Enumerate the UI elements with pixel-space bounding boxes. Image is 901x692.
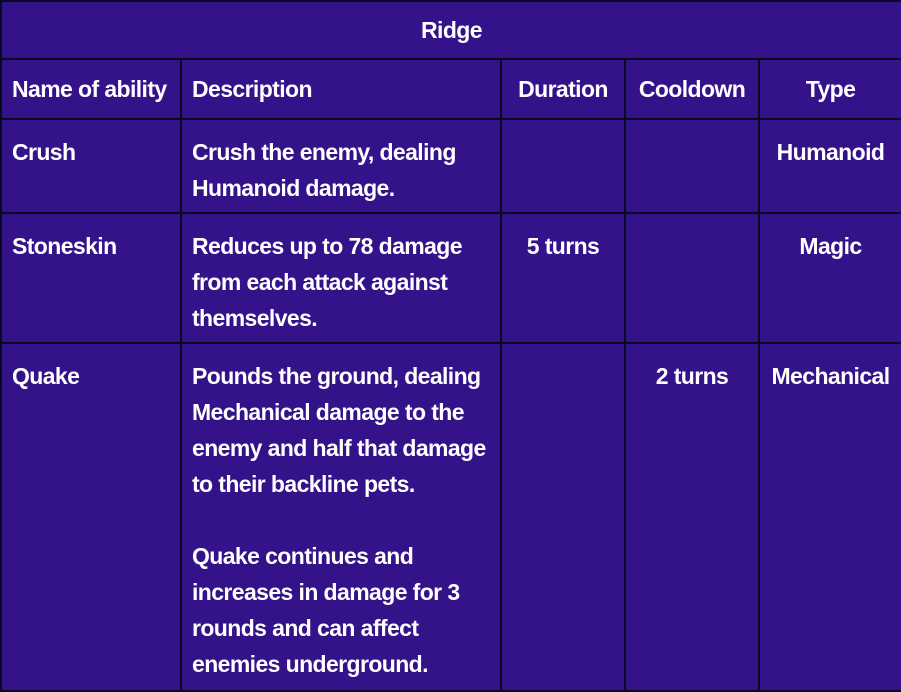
ability-description-cell [181,119,501,212]
description-line: rounds and can affect [192,614,419,641]
header-name-of-ability: Name of ability [1,59,181,119]
header-description: Description [181,59,501,119]
description-line: enemy and half that damage [192,434,486,461]
ability-type: Mechanical [771,362,890,389]
table-row [1,119,901,212]
ability-name-cell [1,343,181,691]
description-line: Crush the enemy, dealing [192,139,456,166]
ability-cooldown [626,214,758,228]
description-line: Mechanical damage to the [192,398,464,425]
ability-cooldown-cell [625,343,759,691]
ability-name: Quake [12,362,80,389]
description-line: from each attack against [192,268,448,295]
description-line: to their backline pets. [192,470,415,497]
ability-duration [502,120,624,134]
table-row [1,213,901,343]
ability-name-cell [1,213,181,343]
ability-cooldown-cell [625,213,759,343]
ability-description-cell [181,343,501,691]
ability-name-cell [1,119,181,212]
ability-description-cell [181,213,501,343]
ability-cooldown: 2 turns [655,362,729,389]
description-line: Pounds the ground, dealing [192,362,481,389]
description-line: Quake continues and [192,542,414,569]
ability-type-cell [759,343,901,691]
description-line: enemies underground. [192,650,428,677]
ability-type: Humanoid [776,139,885,166]
header-cooldown: Cooldown [625,59,759,119]
ability-duration [502,344,624,358]
description-line: Reduces up to 78 damage [192,232,462,259]
header-duration: Duration [501,59,625,119]
table-row [1,343,901,691]
ability-type-cell [759,119,901,212]
ability-type-cell [759,213,901,343]
ability-name: Stoneskin [12,232,117,259]
ability-duration: 5 turns [526,232,600,259]
paragraph-break [192,502,492,538]
ability-duration-cell [501,343,625,691]
header-type: Type [759,59,901,119]
ability-cooldown [626,120,758,134]
table-title: Ridge [1,1,901,59]
ability-type: Magic [799,232,862,259]
ability-duration-cell [501,213,625,343]
description-line: themselves. [192,304,318,331]
ability-cooldown-cell [625,119,759,212]
ability-duration-cell [501,119,625,212]
description-line: increases in damage for 3 [192,578,460,605]
ability-name: Crush [12,139,76,166]
description-line: Humanoid damage. [192,175,395,202]
